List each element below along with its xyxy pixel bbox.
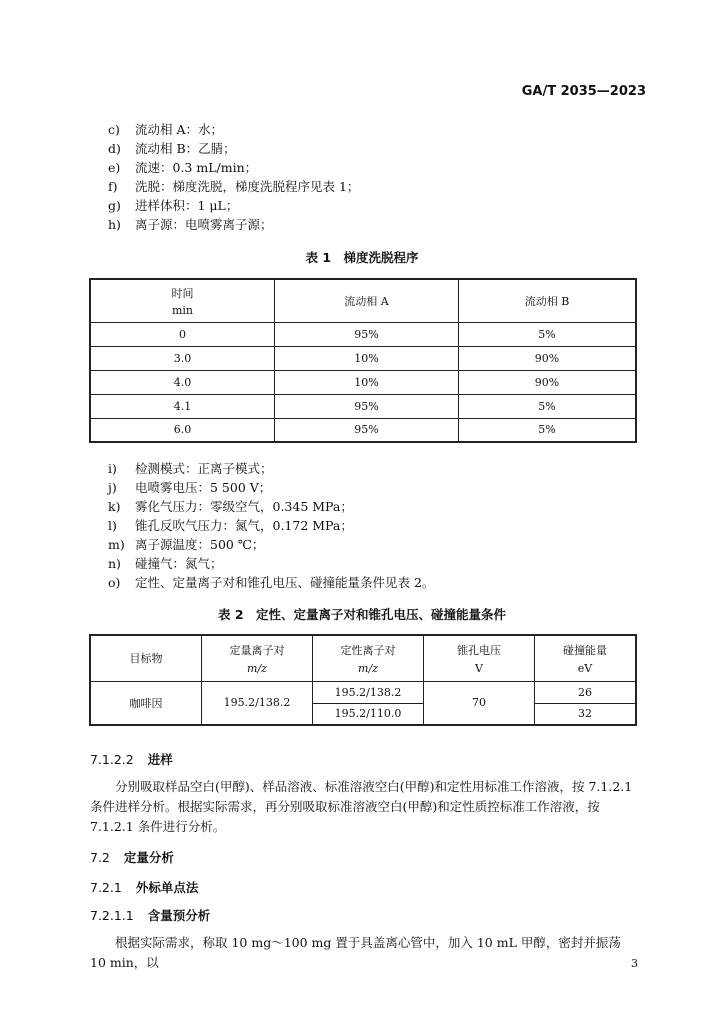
table1-header-time: 时间 min	[90, 279, 275, 322]
list-item: k) 雾化气压力：零级空气，0.345 MPa；	[108, 499, 353, 514]
page-number: 3	[631, 957, 638, 970]
table2-header-quant: 定量离子对 m/z	[202, 635, 313, 681]
list-item: l) 锥孔反吹气压力：氮气，0.172 MPa；	[108, 518, 353, 533]
table2-ion-pairs	[89, 634, 637, 726]
conditions-list-2	[108, 459, 434, 592]
section-heading: 7.1.2.2 进样	[90, 752, 173, 767]
list-item: c) 流动相 A：水；	[108, 122, 224, 137]
list-item: m) 离子源温度：500 ℃；	[108, 537, 265, 552]
table-row: 4.1 95% 5%	[90, 394, 636, 418]
section-heading: 7.2.1.1 含量预分析	[90, 908, 211, 923]
table1-caption: 表 1 梯度洗脱程序	[305, 250, 419, 265]
list-item: n) 碰撞气：氮气；	[108, 556, 223, 571]
paragraph: 分别吸取样品空白(甲醇)、样品溶液、标准溶液空白(甲醇)和定性用标准工作溶液，按 7.1.2.1 条件进样分析。根据实际需求，再分别吸取标准溶液空白(甲醇)和定性质控标准工作溶液，按 7.1.2.1 条件进行分析。	[90, 779, 633, 834]
table-row: 0 95% 5%	[90, 322, 636, 346]
conditions-list-1	[108, 120, 359, 234]
list-item: h) 离子源：电喷雾离子源；	[108, 217, 273, 232]
standard-number: GA/T 2035—2023	[521, 84, 646, 99]
table2-header-cone: 锥孔电压 V	[424, 635, 535, 681]
table-row: 咖啡因 195.2/138.2 195.2/138.2 70 26	[90, 681, 636, 703]
list-item: f) 洗脱：梯度洗脱，梯度洗脱程序见表 1；	[108, 179, 360, 194]
table2-header-qual: 定性离子对 m/z	[313, 635, 424, 681]
list-item: j) 电喷雾电压：5 500 V；	[108, 480, 272, 495]
table1-header-a: 流动相 A	[275, 279, 459, 322]
table1-header-b: 流动相 B	[459, 279, 637, 322]
table1-gradient-program	[89, 278, 637, 443]
list-item: i) 检测模式：正离子模式；	[108, 461, 273, 476]
table2-header-energy: 碰撞能量 eV	[535, 635, 637, 681]
list-item: e) 流速：0.3 mL/min；	[108, 160, 258, 175]
table-row: 4.0 10% 90%	[90, 370, 636, 394]
list-item: d) 流动相 B：乙腈；	[108, 141, 236, 156]
list-item: o) 定性、定量离子对和锥孔电压、碰撞能量条件见表 2。	[108, 575, 435, 590]
table-row: 195.2/110.0 32	[90, 703, 636, 725]
paragraph: 根据实际需求，称取 10 mg～100 mg 置于具盖离心管中，加入 10 mL 甲醇，密封并振荡 10 min，以	[90, 935, 621, 970]
table2-header-target: 目标物	[90, 635, 202, 681]
list-item: g) 进样体积：1 μL；	[108, 198, 239, 213]
section-heading: 7.2 定量分析	[90, 850, 174, 865]
section-heading: 7.2.1 外标单点法	[90, 880, 199, 895]
table-row: 3.0 10% 90%	[90, 346, 636, 370]
table-row: 6.0 95% 5%	[90, 418, 636, 442]
table2-caption: 表 2 定性、定量离子对和锥孔电压、碰撞能量条件	[217, 607, 507, 622]
